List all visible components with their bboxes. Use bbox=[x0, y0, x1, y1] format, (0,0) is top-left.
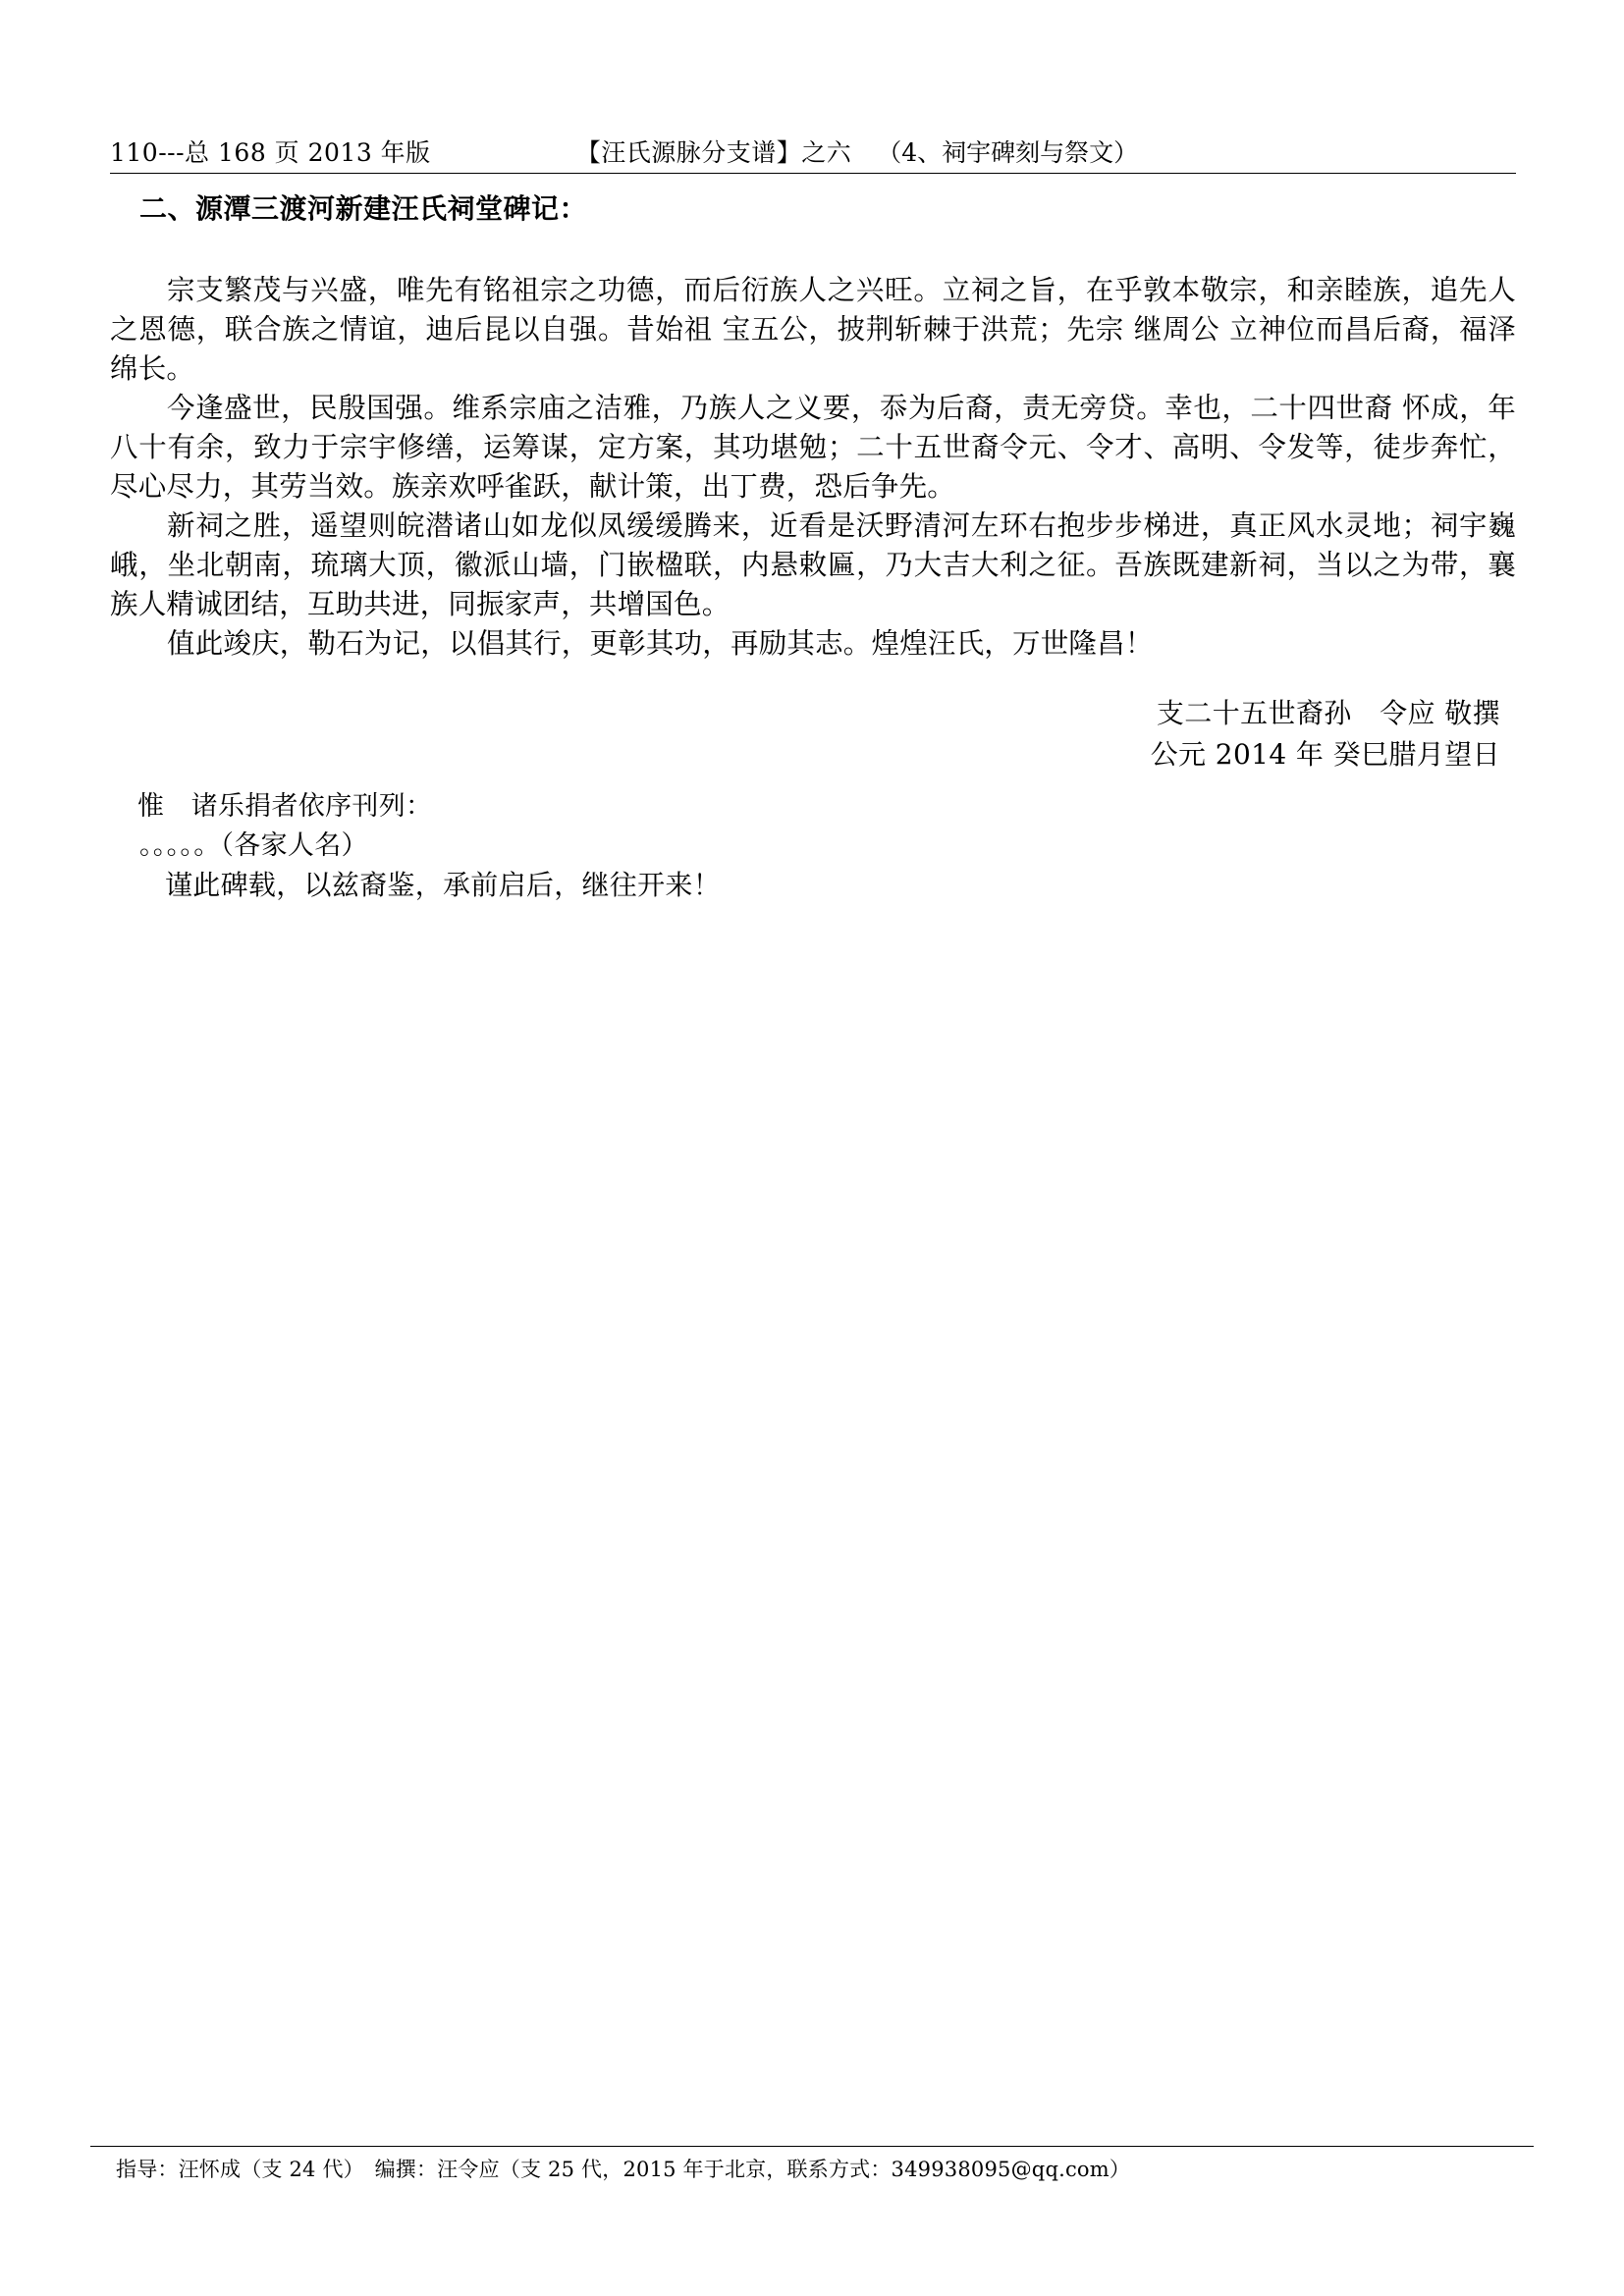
body-paragraph-4: 值此竣庆，勒石为记，以倡其行，更彰其功，再励其志。煌煌汪氏，万世隆昌！ bbox=[167, 627, 1154, 660]
header-page-number: 110---总 168 页 2013 年版 bbox=[110, 138, 431, 167]
closing-statement: 谨此碑载，以兹裔鉴，承前启后，继往开来！ bbox=[165, 869, 722, 901]
donor-names-placeholder: 。。。。。（各家人名） bbox=[139, 830, 368, 861]
signature-date: 公元 2014 年 癸巳腊月望日 bbox=[1150, 738, 1500, 771]
body-paragraph-2: 今逢盛世，民殷国强。维系宗庙之洁雅，乃族人之义要，忝为后裔，责无旁贷。幸也，二十四世裔 怀成，年八十有余，致力于宗宇修缮，运筹谋，定方案，其功堪勉；二十五世裔令元、令才、高明、令发等，徒步奔忙，尽心尽力，其劳当效。族亲欢呼雀跃，献计策，出丁费，恐后争先。 bbox=[110, 392, 1516, 503]
document-body bbox=[110, 183, 1516, 905]
header-chapter-subtitle: （4、祠宇碑刻与祭文） bbox=[877, 138, 1139, 167]
footer-divider bbox=[90, 2146, 1534, 2147]
donor-block bbox=[110, 787, 1516, 905]
header-book-title: 【汪氏源脉分支谱】之六 bbox=[575, 138, 852, 167]
page-title: 二、源潭三渡河新建汪氏祠堂碑记： bbox=[139, 192, 588, 225]
page-footer: 指导：汪怀成（支 24 代） 编撰：汪令应（支 25 代，2015 年于北京，联系方式：349938095@qq.com） bbox=[116, 2158, 1131, 2181]
body-paragraph-1: 宗支繁茂与兴盛，唯先有铭祖宗之功德，而后衍族人之兴旺。立祠之旨，在乎敦本敬宗，和亲睦族，追先人之恩德，联合族之情谊，迪后昆以自强。昔始祖 宝五公，披荆斩棘于洪荒；先宗 继周公 立神位而昌后裔，福泽绵长。 bbox=[110, 274, 1516, 385]
title-spacer bbox=[110, 230, 1516, 271]
donor-heading: 惟 诸乐捐者依序刊列： bbox=[137, 791, 433, 822]
body-paragraph-3: 新祠之胜，遥望则皖潜诸山如龙似凤缓缓腾来，近看是沃野清河左环右抱步步梯进，真正风水灵地；祠宇巍峨，坐北朝南，琉璃大顶，徽派山墙，门嵌楹联，内悬敕匾，乃大吉大利之征。吾族既建新祠，当以之为带，襄族人精诚团结，互助共进，同振家声，共增国色。 bbox=[110, 509, 1516, 620]
header-divider bbox=[110, 173, 1516, 174]
page-header bbox=[110, 122, 1514, 165]
signature-block bbox=[110, 693, 1516, 775]
signature-author: 支二十五世裔孙 令应 敬撰 bbox=[1156, 697, 1500, 729]
